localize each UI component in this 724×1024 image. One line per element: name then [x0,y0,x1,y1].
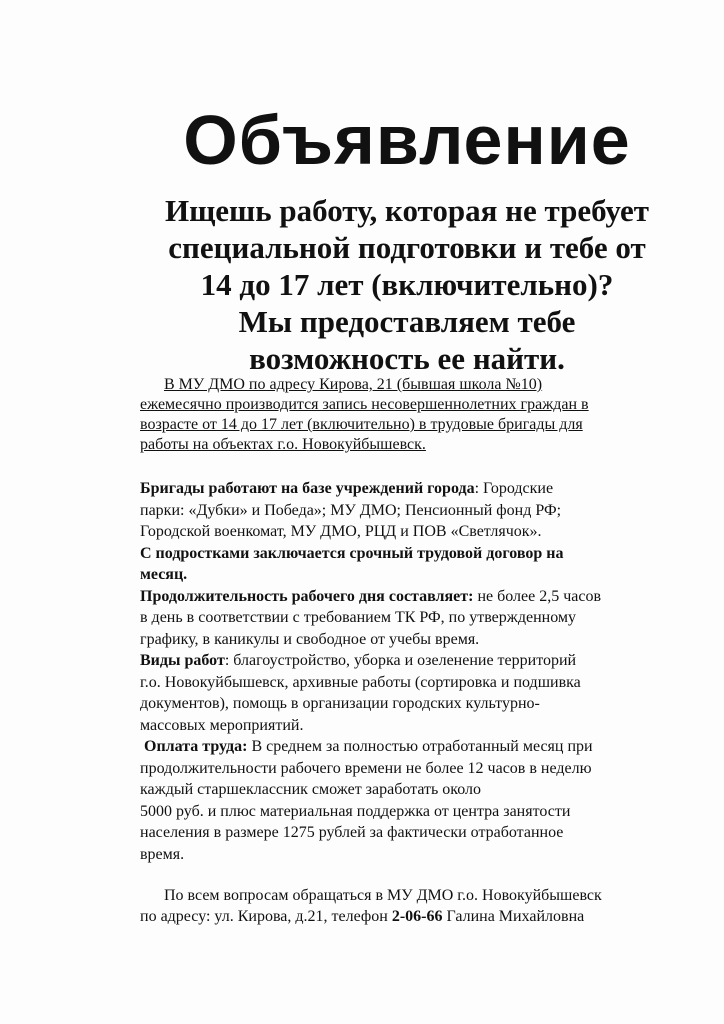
subtitle-line: Ищешь работу, которая не требует [165,193,649,228]
intro-line: ежемесячно производится запись несовершеннолетних граждан в [140,396,589,413]
payment-text: время. [140,845,185,863]
intro-paragraph [140,375,680,455]
duration-paragraph [140,586,700,651]
work-types-text: : благоустройство, уборка и озеленение территорий [224,652,577,669]
intro-line: работы на объектах г.о. Новокуйбышевск. [140,436,426,453]
duration-text: не более 2,5 часов [473,587,602,605]
brigades-label: Бригады работают на базе учреждений города [140,480,475,497]
payment-paragraph [140,736,700,865]
brigades-paragraph [140,478,700,543]
subtitle-line: 14 до 17 лет (включительно)? [200,267,614,302]
contract-paragraph [140,543,700,586]
work-types-text: массовых мероприятий. [140,716,304,734]
footer-text: По всем вопросам обращаться в МУ ДМО г.о. Новокуйбышевск [164,887,602,904]
brigades-text: Городской военкомат, МУ ДМО, РЦД и ПОВ «Светлячок». [140,523,542,540]
details-section [140,478,700,865]
subtitle-line: возможность ее найти. [249,341,565,376]
subtitle-line: специальной подготовки и тебе от [168,230,646,265]
payment-text: 5000 руб. и плюс материальная поддержка от центра занятости [140,802,571,820]
work-types-text: г.о. Новокуйбышевск, архивные работы (сортировка и подшивка [140,673,581,691]
payment-text: продолжительности рабочего времени не более 12 часов в неделю [140,759,592,777]
payment-text: населения в размере 1275 рублей за фактически отработанное [140,824,564,841]
contract-text: месяц. [140,566,188,583]
intro-line: В МУ ДМО по адресу Кирова, 21 (бывшая школа №10) [164,376,543,393]
brigades-text: : Городские [474,480,554,497]
contact-footer [140,885,700,927]
payment-text: каждый старшеклассник сможет заработать около [140,781,482,798]
contact-person: Галина Михайловна [442,908,585,925]
work-types-paragraph [140,650,700,736]
duration-text: в день в соответствии с требованием ТК РФ, по утвержденному [140,609,577,626]
footer-text: по адресу: ул. Кирова, д.21, телефон [140,908,392,925]
subtitle-line: Мы предоставляем тебе [238,304,576,339]
work-types-label: Виды работ [140,652,225,669]
duration-text: графику, в каникулы и свободное от учебы время. [140,630,480,648]
phone-number: 2-06-66 [391,908,443,925]
payment-label: Оплата труда: [144,738,248,755]
contract-text: С подростками заключается срочный трудовой договор на [140,544,564,562]
payment-text: В среднем за полностью отработанный месяц при [247,738,593,755]
brigades-text: парки: «Дубки» и Победа»; МУ ДМО; Пенсионный фонд РФ; [140,501,562,519]
subtitle [120,192,694,377]
page-title: Объявление [183,101,631,179]
work-types-text: документов), помощь в организации городских культурно- [140,695,540,712]
duration-label: Продолжительность рабочего дня составляет: [140,587,474,605]
intro-line: возрасте от 14 до 17 лет (включительно) в трудовые бригады для [140,416,583,433]
